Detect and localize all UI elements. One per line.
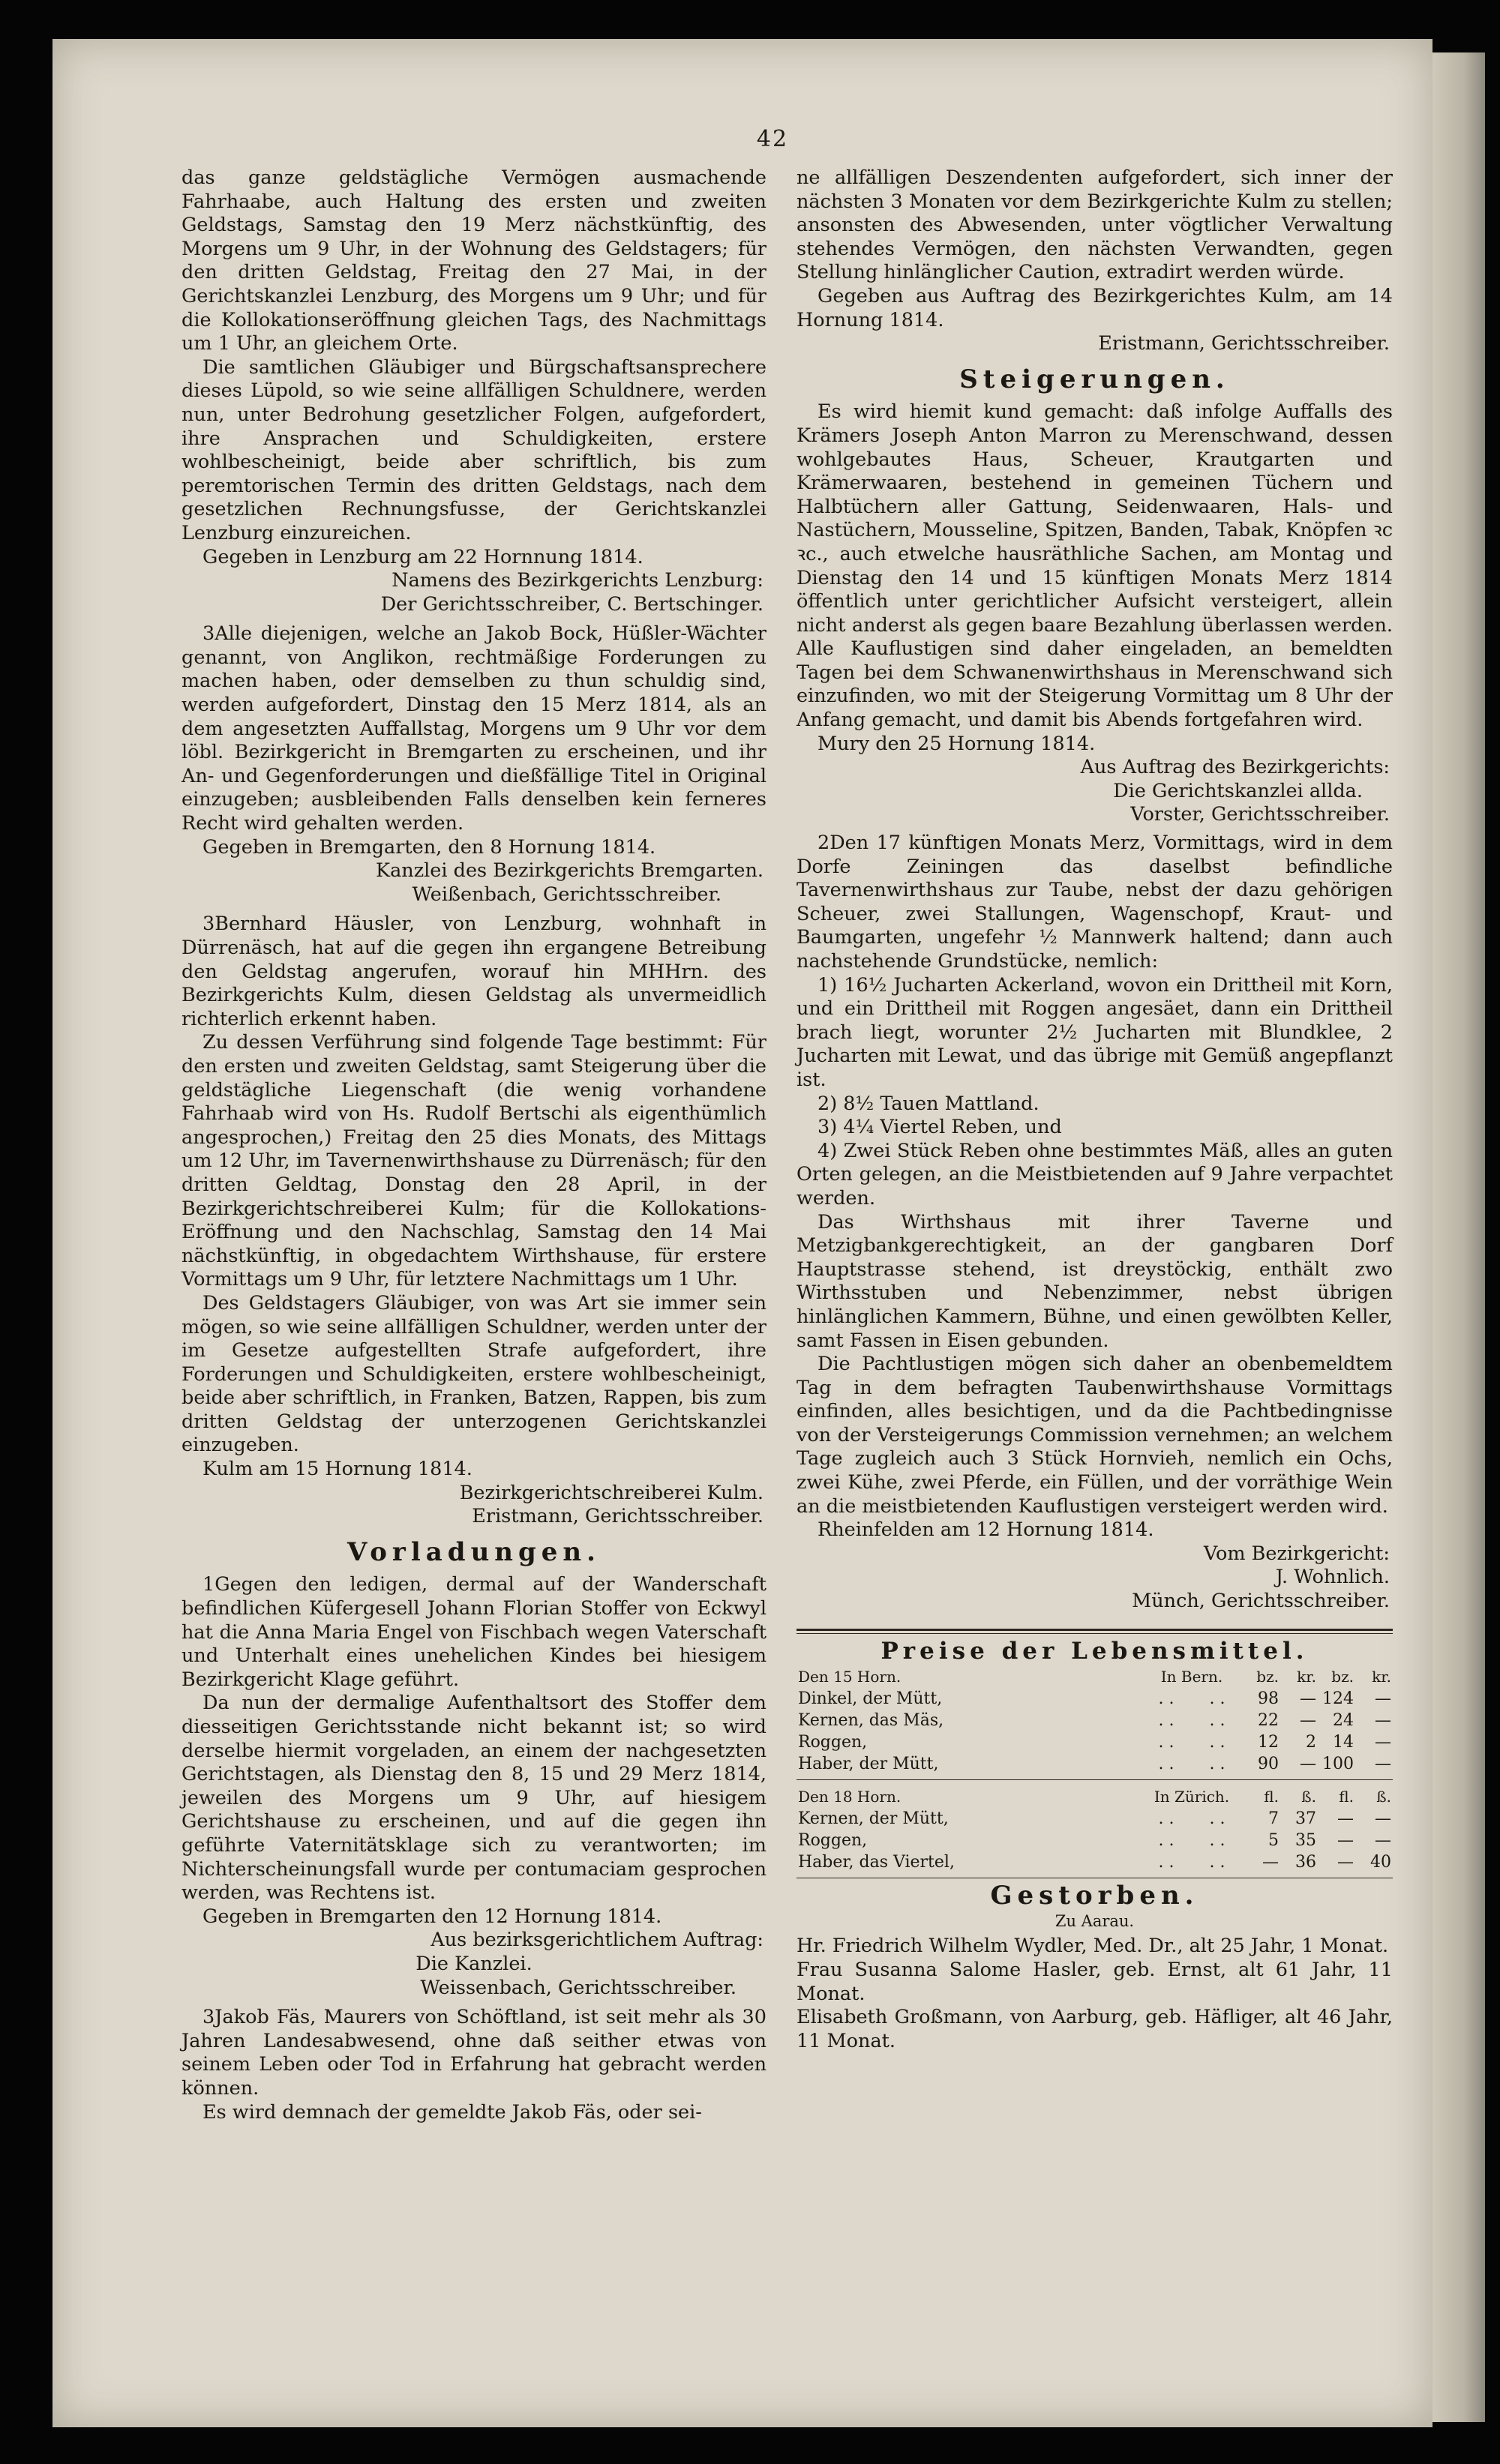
table-date: Den 18 Horn. [798, 1788, 902, 1806]
unit-label: bz. [1256, 1668, 1279, 1686]
price-value: 100 [1322, 1755, 1354, 1774]
price-value: — [1375, 1689, 1391, 1709]
page-number: 42 [756, 126, 789, 152]
list-item: 4) Zwei Stück Reben ohne bestimmtes Mäß, alles an guten Orten gelegen, an die Meistbietenden auf 9 Jahre verpachtet werden. [796, 1139, 1393, 1210]
table-date: Den 15 Horn. [798, 1668, 902, 1686]
notice-signature: Weissenbach, Gerichtsschreiber. [420, 1976, 736, 1999]
notice-authority: Kanzlei des Bezirkgerichts Bremgarten. [376, 859, 764, 883]
price-value: 90 [1258, 1755, 1279, 1774]
notice-signature: Eristmann, Gerichtsschreiber. [472, 1505, 764, 1528]
notice-authority: Aus bezirksgerichtlichem Auftrag: [430, 1929, 764, 1952]
notice-authority: Namens des Bezirkgerichts Lenzburg: [392, 569, 764, 592]
item-name: Haber, das Viertel, [798, 1853, 955, 1872]
price-value: 24 [1333, 1711, 1354, 1731]
table-row [796, 1830, 1393, 1851]
item-name: Haber, der Mütt, [798, 1755, 939, 1774]
death-notice: Hr. Friedrich Wilhelm Wydler, Med. Dr., alt 25 Jahr, 1 Monat. [796, 1935, 1389, 1958]
item-name: Roggen, [798, 1733, 868, 1752]
item-name: Kernen, das Mäs, [798, 1711, 944, 1731]
notice-text: Es wird demnach der gemeldte Jakob Fäs, oder sei- [202, 2100, 702, 2124]
price-value: — [1300, 1711, 1316, 1731]
price-value: — [1375, 1809, 1391, 1829]
leader-dots: . . [1209, 1711, 1226, 1731]
notice-text: 3Alle diejenigen, welche an Jakob Bock, Hüßler-Wächter genannt, von Anglikon, rechtmäßige Forderungen zu machen haben, oder demselben zu thun schuldig sind, werden aufgefordert, Dinstag den 15 Merz 1814, als an dem angesetzten Auffallstag, Morgens um 9 Uhr vor dem löbl. Bezirkgericht in Bremgarten zu erscheinen, und ihr An- und Gegenforderungen und dießfällige Titel in Original einzugeben; ausbleibenden Falls denselben kein ferneres Recht wird gehalten werden. [182, 622, 766, 835]
price-value: — [1300, 1755, 1316, 1774]
table-divider [796, 1779, 1393, 1780]
price-table-zurich [796, 1786, 1393, 1873]
notice-text: Da nun der dermalige Aufenthaltsort des Stoffer dem diesseitigen Gerichtsstande nicht bekannt ist; so wird derselbe hiermit vorgeladen, an einem der nachgesetzten Gerichtstagen, als Dienstag den 8, 15 und 29 Merz 1814, jeweilen des Morgens um 9 Uhr, auf hiesigem Gerichtshause zu erscheinen, und auf die gegen ihn geführte Vaternitätsklage sich zu verantworten; im Nichterscheinungsfall wurde per contumaciam gesprochen werden, was Rechtens ist. [182, 1692, 766, 1905]
price-value: — [1375, 1711, 1391, 1731]
table-row [796, 1851, 1393, 1873]
notice-text: das ganze geldstägliche Vermögen ausmachende Fahrhaabe, auch Haltung des ersten und zweiten Geldstags, Samstag den 19 Merz nächstkünftig, des Morgens um 9 Uhr, in der Wohnung des Geldstagers; für den dritten Geldstag, Freitag den 27 Mai, in der Gerichtskanzlei Lenzburg, des Morgens um 9 Uhr; und für die Kollokationseröffnung gleichen Tags, des Nachmittags um 1 Uhr, an gleichem Orte. [182, 166, 766, 355]
notice-authority: Bezirkgerichtschreiberei Kulm. [459, 1481, 764, 1504]
table-row [796, 1753, 1393, 1775]
price-value: 37 [1295, 1809, 1316, 1829]
notice-text: Die samtlichen Gläubiger und Bürgschaftsansprechere dieses Lüpold, so wie seine allfälligen Schuldnere, werden nun, unter Bedrohung gesetzlicher Folgen, aufgefordert, ihre Ansprachen und Schuldigkeiten, erstere wohlbescheinigt, beide aber schriftlich, bis zum peremtorischen Termin des dritten Geldstags, nach dem gesetzlichen Rechnungsfusse, der Gerichtskanzlei Lenzburg einzureichen. [182, 355, 766, 544]
death-notice: Frau Susanna Salome Hasler, geb. Ernst, alt 61 Jahr, 11 Monat. [796, 1959, 1393, 2005]
notice-text: Es wird hiemit kund gemacht: daß infolge Auffalls des Krämers Joseph Anton Marron zu Merenschwand, dessen wohlgebautes Haus, Scheuer, Krautgarten und Krämerwaaren, bestehend in gemeinen Tüchern und Halbtüchern aller Gattung, Seidenwaaren, Hals- und Nastüchern, Mousseline, Spitzen, Banden, Tabak, Knöpfen ꝛc ꝛc., auch etwelche hausräthliche Sachen, am Montag und Dienstag den 14 und 15 künftigen Monats Merz 1814 öffentlich unter gerichtlicher Aufsicht versteigert, allein nicht anderst als gegen baare Bezahlung überlassen werden. Alle Kauflustigen sind daher eingeladen, an bemeldten Tagen bei dem Schwanenwirthshaus in Merenschwand sich einzufinden, wo mit der Steigerung Vormittag um 8 Uhr der Anfang gemacht, und damit bis Abends fortgefahren wird. [796, 400, 1393, 732]
price-value: — [1300, 1689, 1316, 1709]
table-row [796, 1731, 1393, 1753]
notice-date: Gegeben in Bremgarten den 12 Hornung 1814. [202, 1905, 662, 1928]
table-row [796, 1710, 1393, 1731]
item-name: Roggen, [798, 1831, 868, 1851]
price-value: 12 [1258, 1733, 1279, 1752]
section-heading-steigerungen: Steigerungen. [959, 364, 1230, 394]
leader-dots: . . [1209, 1689, 1226, 1709]
price-value: — [1375, 1733, 1391, 1752]
list-item: 1) 16½ Jucharten Ackerland, wovon ein Drittheil mit Korn, und ein Drittheil mit Roggen angesäet, dann ein Drittheil brach liegt, worunter 2½ Jucharten mit Blundklee, 2 Jucharten mit Lewat, und das übrige mit Gemüß angepflanzt ist. [796, 973, 1393, 1091]
unit-label: kr. [1372, 1668, 1391, 1686]
leader-dots: . . [1209, 1853, 1226, 1872]
table-row [796, 1688, 1393, 1710]
notice-text: 1Gegen den ledigen, dermal auf der Wanderschaft befindlichen Küfergesell Johann Florian Stoffer von Eckwyl hat die Anna Maria Engel von Fischbach wegen Vaterschaft und Unterhalt eines unehelichen Kindes bei hiesigem Bezirkgericht Klage geführt. [182, 1573, 766, 1691]
price-value: — [1375, 1755, 1391, 1774]
notice-text: Das Wirthshaus mit ihrer Taverne und Metzigbankgerechtigkeit, an der gangbaren Dorf Hauptstrasse stehend, ist dreystöckig, enthält zwo Wirthsstuben und Nebenzimmer, nebst übrigen hinlänglichen Kammern, Bühne, und einen gewölbten Keller, samt Fassen in Eisen gebunden. [796, 1210, 1393, 1352]
notice-text: 3Jakob Fäs, Maurers von Schöftland, ist seit mehr als 30 Jahren Landesabwesend, ohne daß seither etwas von seinem Leben oder Tod in Erfahrung hat gebracht werden können. [182, 2006, 766, 2100]
price-value: 2 [1306, 1733, 1316, 1752]
notice-text: 2Den 17 künftigen Monats Merz, Vormittags, wird in dem Dorfe Zeiningen das daselbst befindliche Tavernenwirthshaus zur Taube, nebst der dazu gehörigen Scheuer, zwei Stallungen, Wagenschopf, Kraut- und Baumgarten, ungefehr ½ Mannwerk haltend; dann auch nachstehende Grundstücke, nemlich: [796, 832, 1393, 973]
left-column [182, 166, 766, 2124]
price-value: — [1337, 1853, 1354, 1872]
price-value: 22 [1258, 1711, 1279, 1731]
table-header-row [796, 1666, 1393, 1688]
unit-label: kr. [1297, 1668, 1316, 1686]
list-item: 3) 4¼ Viertel Reben, und [818, 1116, 1062, 1139]
table-row [796, 1808, 1393, 1830]
notice-text: 3Bernhard Häusler, von Lenzburg, wohnhaft in Dürrenäsch, hat auf die gegen ihn ergangene Betreibung den Geldstag angerufen, worauf hin MHHrn. des Bezirkgerichts Kulm, diesen Geldstag als unvermeidlich richterlich erkennt haben. [182, 913, 766, 1030]
notice-authority: Die Gerichtskanzlei allda. [1113, 779, 1363, 802]
unit-label: ß. [1376, 1788, 1391, 1806]
item-name: Dinkel, der Mütt, [798, 1689, 943, 1709]
notice-authority: Vom Bezirkgericht: [1203, 1542, 1390, 1565]
notice-signature: Münch, Gerichtsschreiber. [1132, 1590, 1390, 1613]
list-item: 2) 8½ Tauen Mattland. [818, 1092, 1040, 1115]
leader-dots: . . [1158, 1831, 1174, 1851]
price-value: — [1375, 1831, 1391, 1851]
section-divider [796, 1629, 1393, 1631]
notice-signature: Weißenbach, Gerichtsschreiber. [412, 883, 722, 906]
price-value: 7 [1268, 1809, 1279, 1829]
notice-authority: Die Kanzlei. [416, 1952, 532, 1975]
leader-dots: . . [1209, 1733, 1226, 1752]
price-value: 5 [1268, 1831, 1279, 1851]
notice-date: Mury den 25 Hornung 1814. [818, 732, 1096, 755]
unit-label: fl. [1264, 1788, 1279, 1806]
table-place: In Zürich. [1154, 1788, 1230, 1806]
notice-text: Die Pachtlustigen mögen sich daher an obenbemeldtem Tag in dem befragten Taubenwirthshause Vormittags einfinden, alles besichtigen, und da die Pachtbedingnisse von der Versteigerungs Commission vernehmen; an welchem Tage zugleich auch 3 Stück Hornvieh, nemlich ein Ochs, zwei Kühe, zwei Pferde, ein Füllen, und der vorräthige Wein an die meistbietenden Kauflustigen versteigert werden wird. [796, 1353, 1393, 1518]
price-value: 98 [1258, 1689, 1279, 1709]
price-value: 35 [1295, 1831, 1316, 1851]
prices-title: Preise der Lebensmittel. [880, 1637, 1309, 1665]
leader-dots: . . [1158, 1733, 1174, 1752]
death-notice: Elisabeth Großmann, von Aarburg, geb. Häfliger, alt 46 Jahr, 11 Monat. [796, 2006, 1393, 2052]
section-heading-gestorben: Gestorben. [990, 1881, 1199, 1911]
price-value: — [1337, 1809, 1354, 1829]
price-value: 124 [1322, 1689, 1354, 1709]
notice-authority: J. Wohnlich. [1275, 1566, 1390, 1589]
notice-signature: Vorster, Gerichtsschreiber. [1130, 803, 1390, 826]
notice-text: Des Geldstagers Gläubiger, von was Art sie immer sein mögen, so wie seine allfälligen Schuldner, werden unter der im Gesetze aufgestellten Strafe aufgefordert, ihre Forderungen und Schuldigkeiten, erstere wohlbescheinigt, beide aber schriftlich, in Franken, Batzen, Rappen, bis zum dritten Geldstag der unterzogenen Gerichtskanzlei einzugeben. [182, 1291, 766, 1457]
notice-date: Gegeben in Bremgarten, den 8 Hornung 1814. [202, 835, 656, 859]
notice-date: Rheinfelden am 12 Hornung 1814. [818, 1518, 1154, 1542]
notice-date: Kulm am 15 Hornung 1814. [202, 1458, 472, 1481]
leader-dots: . . [1158, 1755, 1174, 1774]
price-value: 14 [1333, 1733, 1354, 1752]
right-column [796, 166, 1393, 2053]
leader-dots: . . [1158, 1711, 1174, 1731]
unit-label: bz. [1331, 1668, 1354, 1686]
section-heading-vorladungen: Vorladungen. [347, 1536, 601, 1567]
price-table-bern [796, 1666, 1393, 1775]
leader-dots: . . [1209, 1755, 1226, 1774]
leader-dots: . . [1158, 1809, 1174, 1829]
leader-dots: . . [1158, 1689, 1174, 1709]
leader-dots: . . [1209, 1809, 1226, 1829]
price-value: 40 [1370, 1853, 1391, 1872]
unit-label: ß. [1301, 1788, 1316, 1806]
page-spine-edge [1432, 52, 1485, 2422]
leader-dots: . . [1209, 1831, 1226, 1851]
notice-authority: Aus Auftrag des Bezirkgerichts: [1080, 756, 1390, 779]
price-value: — [1262, 1853, 1279, 1872]
notice-date: Gegeben aus Auftrag des Bezirkgerichtes Kulm, am 14 Hornung 1814. [796, 284, 1393, 331]
place-label: Zu Aarau. [1054, 1911, 1135, 1930]
section-divider [796, 1633, 1393, 1634]
price-value: 36 [1295, 1853, 1316, 1872]
price-value: — [1337, 1831, 1354, 1851]
notice-signature: Der Gerichtsschreiber, C. Bertschinger. [380, 592, 764, 616]
notice-text: Zu dessen Verführung sind folgende Tage bestimmt: Für den ersten und zweiten Geldstag, samt Steigerung über die geldstägliche Liegenschaft (die wenig vorhandene Fahrhaab wird von Hs. Rudolf Bertschi als eigenthümlich angesprochen,) Freitag den 25 dies Monats, des Mittags um 12 Uhr, im Tavernenwirthshause zu Dürrenäsch; für den dritten Geldtag, Donstag den 28 April, in der Bezirkgerichtschreiberei Kulm; für die Kollokations-Eröffnung und den Nachschlag, Samstag den 14 Mai nächstkünftig, in obgedachtem Wirthshause, für erstere Vormittags um 9 Uhr, für letztere Nachmittags um 1 Uhr. [182, 1031, 766, 1291]
notice-text: ne allfälligen Deszendenten aufgefordert, sich inner der nächsten 3 Monaten vor dem Bezirkgerichte Kulm zu stellen; ansonsten des Abwesenden, unter vögtlicher Verwaltung stehendes Vermögen, den nächsten Verwandten, gegen Stellung hinlänglicher Caution, extradirt werden würde. [796, 166, 1393, 284]
notice-date: Gegeben in Lenzburg am 22 Hornnung 1814. [202, 545, 644, 568]
unit-label: fl. [1339, 1788, 1354, 1806]
leader-dots: . . [1158, 1853, 1174, 1872]
table-header-row [796, 1786, 1393, 1808]
notice-signature: Eristmann, Gerichtsschreiber. [1098, 332, 1390, 355]
item-name: Kernen, der Mütt, [798, 1809, 949, 1829]
table-place: In Bern. [1160, 1668, 1223, 1686]
